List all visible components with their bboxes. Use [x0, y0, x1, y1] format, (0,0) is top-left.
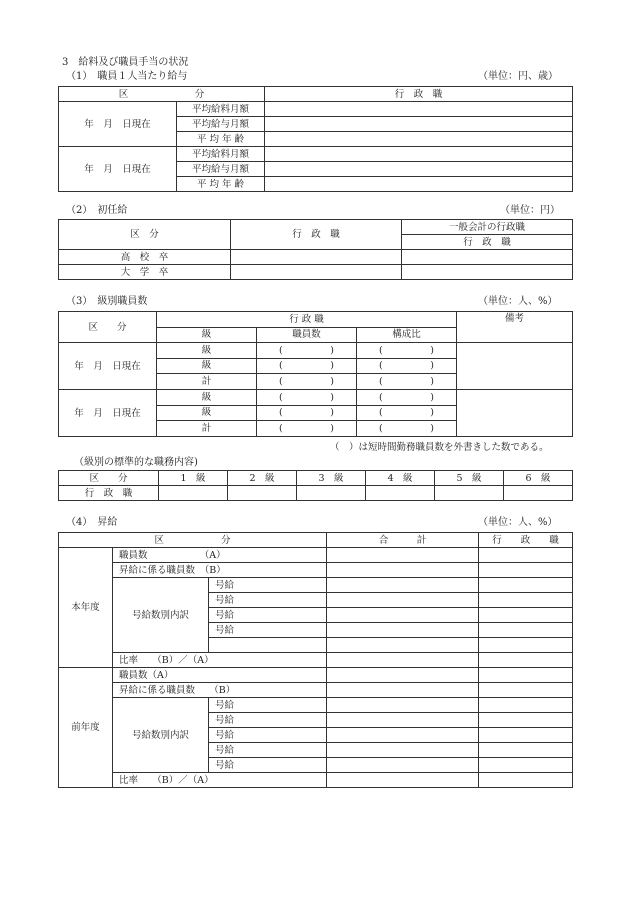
starting-salary-table: [58, 219, 573, 280]
header-shokuin: 職員数: [257, 327, 357, 343]
section2-title: （2） 初任給: [66, 205, 128, 216]
duty-cell[interactable]: [159, 486, 228, 501]
biko-cell[interactable]: [457, 390, 573, 437]
value-cell[interactable]: [327, 563, 479, 578]
item-label: 平均給料月額: [177, 147, 265, 162]
gokyu-blank: [209, 638, 327, 653]
section1-title: （1） 職員１人当たり給与: [66, 71, 188, 82]
value-cell[interactable]: [327, 653, 479, 668]
header-kyu: 級: [157, 327, 257, 343]
value-cell[interactable]: [327, 548, 479, 563]
grade-header: 5 級: [435, 471, 504, 486]
value-cell[interactable]: [402, 265, 573, 280]
grade-employees-table: [58, 311, 573, 437]
value-cell[interactable]: [265, 117, 573, 132]
value-cell[interactable]: [402, 250, 573, 265]
value-cell[interactable]: [479, 548, 573, 563]
section3-unit: （単位：人、%）: [478, 296, 558, 307]
value-cell[interactable]: [479, 578, 573, 593]
item-label: 平均給与月額: [177, 117, 265, 132]
shokyu-label: 昇給に係る職員数 （B）: [113, 683, 327, 698]
value-cell[interactable]: [327, 668, 479, 683]
ratio-cell[interactable]: ( ): [357, 390, 457, 406]
header-kubun: 区 分: [59, 220, 231, 250]
item-label: 平均給料月額: [177, 102, 265, 117]
duty-cell[interactable]: [297, 486, 366, 501]
value-cell[interactable]: [479, 728, 573, 743]
gokyu-label: 号給: [209, 593, 327, 608]
gokyu-label: 号給: [209, 713, 327, 728]
value-cell[interactable]: [265, 162, 573, 177]
value-cell[interactable]: [327, 683, 479, 698]
header-kubun: 区 分: [59, 87, 265, 102]
item-label: 平 均 年 齢: [177, 132, 265, 147]
salary-per-employee-table: [58, 86, 573, 192]
count-cell[interactable]: ( ): [257, 405, 357, 421]
ratio-cell[interactable]: ( ): [357, 343, 457, 359]
value-cell[interactable]: [327, 713, 479, 728]
section2-unit: （単位：円）: [500, 205, 560, 216]
count-cell[interactable]: ( ): [257, 421, 357, 437]
value-cell[interactable]: [327, 623, 479, 638]
header-gyosei: 行 政 職: [231, 220, 402, 250]
section1-unit: （単位：円、歳）: [478, 71, 558, 82]
grade-header: 6 級: [504, 471, 573, 486]
value-cell[interactable]: [327, 593, 479, 608]
value-cell[interactable]: [265, 147, 573, 162]
kyu-cell: 級: [157, 390, 257, 406]
section4-title: （4） 昇給: [66, 517, 118, 528]
date-cell: 年 月 日現在: [59, 147, 177, 192]
grade-header: 3 級: [297, 471, 366, 486]
value-cell[interactable]: [479, 638, 573, 653]
duty-cell[interactable]: [435, 486, 504, 501]
page-heading: 3 給料及び職員手当の状況: [62, 57, 189, 68]
kyu-cell: 級: [157, 358, 257, 374]
value-cell[interactable]: [265, 177, 573, 192]
value-cell[interactable]: [327, 743, 479, 758]
value-cell[interactable]: [479, 683, 573, 698]
header-ippan-sub: 行 政 職: [402, 235, 573, 250]
value-cell[interactable]: [479, 563, 573, 578]
value-cell[interactable]: [265, 132, 573, 147]
item-label: 平 均 年 齢: [177, 177, 265, 192]
ratio-label: 比率 （B）／（A）: [113, 653, 327, 668]
gokyu-label: 号給: [209, 728, 327, 743]
header-kubun: 区 分: [59, 533, 327, 548]
count-cell[interactable]: ( ): [257, 390, 357, 406]
shokuin-label: 職員数 （A）: [113, 548, 327, 563]
ratio-label: 比率 （B）／（A）: [113, 773, 327, 788]
ratio-cell[interactable]: ( ): [357, 374, 457, 390]
section4-unit: （単位：人、%）: [478, 517, 558, 528]
grade-header: 2 級: [228, 471, 297, 486]
count-cell[interactable]: ( ): [257, 358, 357, 374]
value-cell[interactable]: [479, 743, 573, 758]
duty-cell[interactable]: [366, 486, 435, 501]
breakdown-label: 号給数別内訳: [113, 698, 209, 773]
date-cell: 年 月 日現在: [59, 343, 157, 390]
breakdown-label: 号給数別内訳: [113, 578, 209, 653]
row-label: 大 学 卒: [59, 265, 231, 280]
value-cell[interactable]: [327, 758, 479, 773]
value-cell[interactable]: [327, 728, 479, 743]
value-cell[interactable]: [327, 638, 479, 653]
total-cell: 計: [157, 374, 257, 390]
count-cell[interactable]: ( ): [257, 374, 357, 390]
value-cell[interactable]: [479, 668, 573, 683]
duty-cell[interactable]: [228, 486, 297, 501]
header-gyosei: 行 政 職: [479, 533, 573, 548]
gokyu-label: 号給: [209, 578, 327, 593]
value-cell[interactable]: [479, 623, 573, 638]
shokyu-label: 昇給に係る職員数 （B）: [113, 563, 327, 578]
pay-raise-table: [58, 532, 573, 788]
gokyu-label: 号給: [209, 758, 327, 773]
section3-title: （3） 級別職員数: [66, 296, 148, 307]
ratio-cell[interactable]: ( ): [357, 358, 457, 374]
gokyu-label: 号給: [209, 623, 327, 638]
value-cell[interactable]: [479, 773, 573, 788]
value-cell[interactable]: [231, 250, 402, 265]
total-cell: 計: [157, 421, 257, 437]
row-label: 行 政 職: [59, 486, 159, 501]
value-cell[interactable]: [327, 608, 479, 623]
gokyu-label: 号給: [209, 698, 327, 713]
grade-header: 1 級: [159, 471, 228, 486]
prev-year-label: 前年度: [59, 668, 113, 788]
grade-duties-title: （級別の標準的な職務内容): [74, 457, 198, 468]
value-cell[interactable]: [479, 758, 573, 773]
value-cell[interactable]: [327, 698, 479, 713]
header-gyosei: 行 政 職: [157, 312, 457, 328]
header-kubun: 区 分: [59, 471, 159, 486]
this-year-label: 本年度: [59, 548, 113, 668]
kyu-cell: 級: [157, 343, 257, 359]
ratio-cell[interactable]: ( ): [357, 405, 457, 421]
section3-note: （ ）は短時間勤務職員数を外書きした数である。: [330, 442, 549, 453]
value-cell[interactable]: [479, 698, 573, 713]
header-kubun: 区 分: [59, 312, 157, 343]
value-cell[interactable]: [479, 593, 573, 608]
date-cell: 年 月 日現在: [59, 390, 157, 437]
duty-cell[interactable]: [504, 486, 573, 501]
value-cell[interactable]: [479, 653, 573, 668]
grade-duties-table: [58, 470, 573, 501]
header-kosei: 構成比: [357, 327, 457, 343]
value-cell[interactable]: [327, 773, 479, 788]
count-cell[interactable]: ( ): [257, 343, 357, 359]
value-cell[interactable]: [479, 608, 573, 623]
gokyu-label: 号給: [209, 743, 327, 758]
value-cell[interactable]: [265, 102, 573, 117]
date-cell: 年 月 日現在: [59, 102, 177, 147]
header-gyosei: 行 政 職: [265, 87, 573, 102]
gokyu-label: 号給: [209, 608, 327, 623]
item-label: 平均給与月額: [177, 162, 265, 177]
shokuin-label: 職員数（A）: [113, 668, 327, 683]
ratio-cell[interactable]: ( ): [357, 421, 457, 437]
header-total: 合 計: [327, 533, 479, 548]
header-ippan: 一般会計の行政職: [402, 220, 573, 235]
header-biko: 備考: [457, 312, 573, 343]
biko-cell[interactable]: [457, 343, 573, 390]
value-cell[interactable]: [231, 265, 402, 280]
value-cell[interactable]: [327, 578, 479, 593]
grade-header: 4 級: [366, 471, 435, 486]
kyu-cell: 級: [157, 405, 257, 421]
row-label: 高 校 卒: [59, 250, 231, 265]
value-cell[interactable]: [479, 713, 573, 728]
